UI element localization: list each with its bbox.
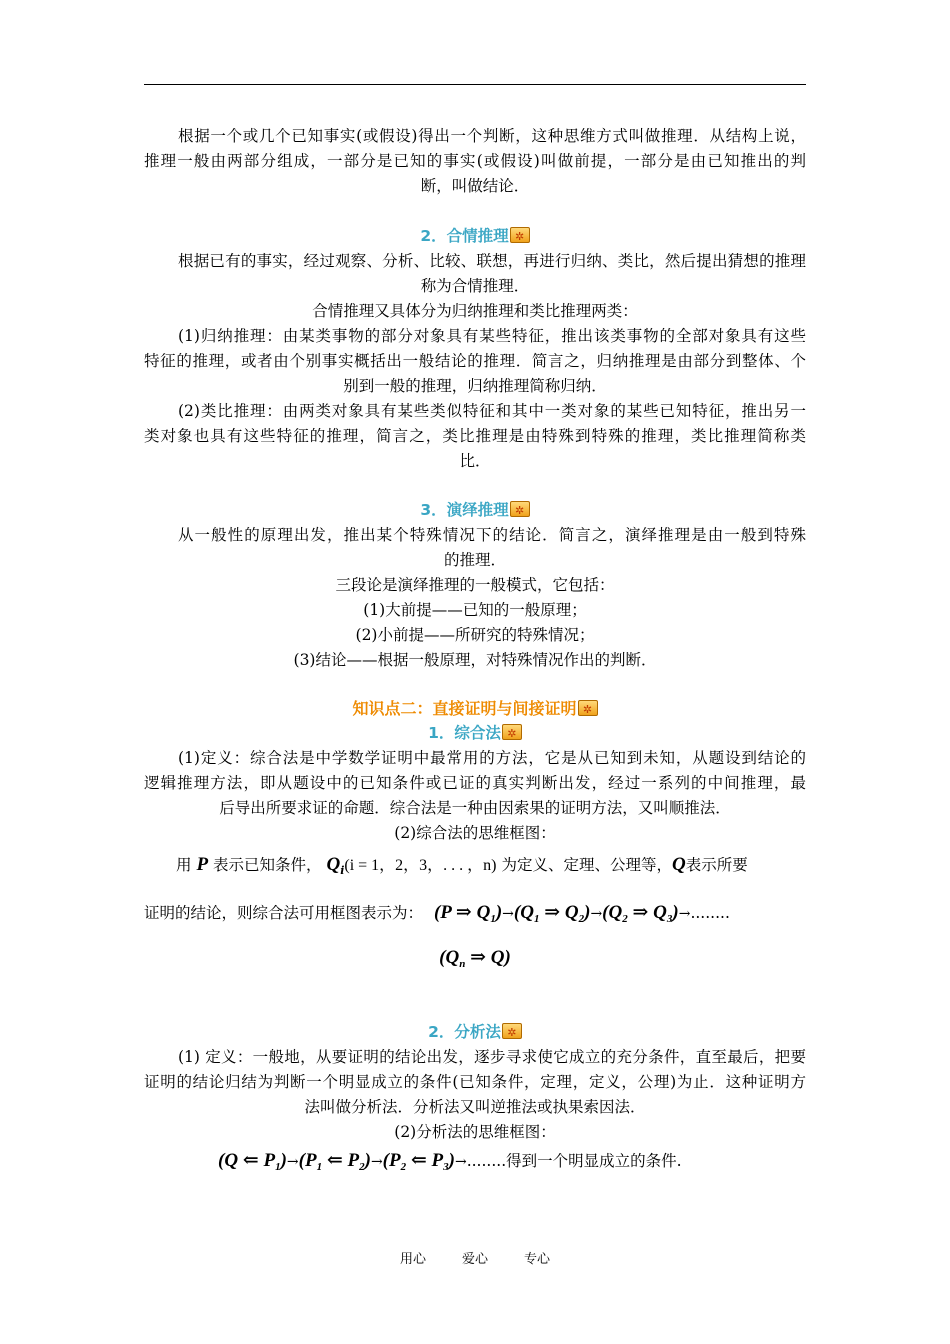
section-heading-yytl: [144, 499, 806, 521]
footer-text: 用心: [399, 1252, 426, 1267]
text: 表示已知条件，: [213, 856, 322, 874]
knowledge-heading: [144, 698, 806, 720]
text: 用: [176, 856, 192, 874]
heading-text: 知识点二：直接证明与间接证明: [352, 699, 577, 718]
paragraph-line: 合情推理又具体分为归纳推理和类比推理两类：: [312, 302, 638, 320]
folder-icon[interactable]: [510, 501, 530, 517]
paragraph-line: 证明的结论归结为判断一个明显成立的条件(已知条件，定理，定义，公理)为止．这种证明方: [144, 1073, 806, 1091]
text: 表示所要: [685, 856, 748, 874]
paragraph-line: 比．: [459, 452, 491, 470]
section-heading-hqtl: [144, 225, 806, 247]
folder-icon[interactable]: [510, 227, 530, 243]
formula-line: [144, 900, 806, 932]
paragraph-line: 称为合情推理．: [420, 277, 530, 295]
math-expression: ($P_1$ ⇐ $P_2$): [298, 1150, 371, 1173]
heading-text: 2．分析法: [428, 1023, 501, 1041]
paragraph-line: 逻辑推理方法，即从题设中的已知条件或已证的真实判断出发，经过一系列的中间推理，最: [144, 774, 806, 792]
paragraph-line: 的推理．: [443, 551, 506, 569]
formula-line: [176, 852, 806, 883]
heading-text: 2．合情推理: [420, 227, 509, 245]
paragraph-line: 类对象也具有这些特征的推理，简言之，类比推理是由特殊到特殊的推理，类比推理简称类: [144, 427, 806, 445]
section-heading-fxf: [144, 1021, 806, 1043]
intro-line: 推理一般由两部分组成，一部分是已知的事实(或假设)叫做前提，一部分是由已知推出的判: [144, 152, 806, 170]
math-symbol: P: [196, 854, 209, 875]
arrow-icon: →: [678, 906, 691, 922]
paragraph-line: (1)归纳推理：由某类事物的部分对象具有某些特征，推出该类事物的全部对象具有这些: [178, 327, 806, 345]
formula-line: [218, 1148, 806, 1180]
math-expression: ($Q_1$ ⇒ $Q_2$): [513, 902, 591, 925]
math-subscript: i: [340, 864, 345, 877]
intro-line: 根据一个或几个已知事实(或假设)得出一个判断，这种思维方式叫做推理．从结构上说，: [178, 127, 806, 145]
arrow-icon: →: [370, 1154, 383, 1170]
paragraph-line: 特征的推理，或者由个别事实概括出一般结论的推理．简言之，归纳推理是由部分到整体、个: [144, 352, 806, 370]
footer-text: 专心: [524, 1252, 551, 1267]
folder-icon[interactable]: [502, 1023, 522, 1039]
text: 证明的结论，则综合法可用框图表示为：: [144, 904, 424, 922]
math-expression: (P ⇒ $Q_1$): [433, 902, 503, 925]
text: ........得到一个明显成立的条件.: [466, 1152, 682, 1170]
footer-text: 爱心: [461, 1252, 488, 1267]
heading-text: 3．演绎推理: [420, 501, 509, 519]
math-expression: ($Q_n$ ⇒ Q): [439, 947, 511, 970]
folder-icon[interactable]: [578, 700, 598, 716]
paragraph-line: (2)分析法的思维框图：: [394, 1123, 556, 1141]
math-expression: ($P_2$ ⇐ $P_3$): [382, 1150, 455, 1173]
list-item: (3)结论——根据一般原理，对特殊情况作出的判断．: [293, 651, 657, 669]
paragraph-line: (2)类比推理：由两类对象具有某些类似特征和其中一类对象的某些已知特征，推出另一: [178, 402, 806, 420]
math-symbol: Q: [671, 854, 686, 875]
list-item: (1)大前提——已知的一般原理；: [363, 601, 587, 619]
section-heading-zhf: [144, 722, 806, 744]
text: 为定义、定理、公理等，: [501, 856, 672, 874]
paragraph-line: (2)综合法的思维框图：: [394, 824, 556, 842]
paragraph-line: 法叫做分析法．分析法又叫逆推法或执果索因法．: [304, 1098, 646, 1116]
intro-line: 断，叫做结论．: [420, 177, 530, 195]
page-footer: [144, 1248, 806, 1267]
math-expression: ($Q_2$ ⇒ $Q_3$): [602, 902, 679, 925]
math-symbol: Q: [326, 854, 341, 875]
formula-line: [144, 945, 806, 977]
paragraph-line: 别到一般的推理，归纳推理简称归纳．: [343, 377, 607, 395]
paragraph-line: (1) 定义：一般地，从要证明的结论出发，逐步寻求使它成立的充分条件，直至最后，把要: [178, 1048, 806, 1066]
arrow-icon: →: [454, 1154, 467, 1170]
paragraph-line: 从一般性的原理出发，推出某个特殊情况下的结论．简言之，演绎推理是由一般到特殊: [178, 526, 806, 544]
list-item: (2)小前提——所研究的特殊情况；: [355, 626, 595, 644]
paragraph-line: 三段论是演绎推理的一般模式，它包括：: [335, 576, 615, 594]
math-expression: (Q ⇐ $P_1$): [218, 1150, 287, 1173]
paragraph-line: 后导出所要求证的命题．综合法是一种由因索果的证明方法，又叫顺推法．: [219, 799, 731, 817]
paragraph-line: (1)定义：综合法是中学数学证明中最常用的方法，它是从已知到未知，从题设到结论的: [178, 749, 806, 767]
paragraph-line: 根据已有的事实，经过观察、分析、比较、联想，再进行归纳、类比，然后提出猜想的推理: [178, 252, 806, 270]
ellipsis: ........: [690, 904, 730, 922]
header-rule: [144, 84, 806, 85]
math-expression: (i = 1，2，3，. . . ，n): [344, 857, 497, 874]
arrow-icon: →: [286, 1154, 299, 1170]
heading-text: 1．综合法: [428, 724, 501, 742]
folder-icon[interactable]: [502, 724, 522, 740]
arrow-icon: →: [502, 906, 514, 922]
arrow-icon: →: [590, 906, 603, 922]
